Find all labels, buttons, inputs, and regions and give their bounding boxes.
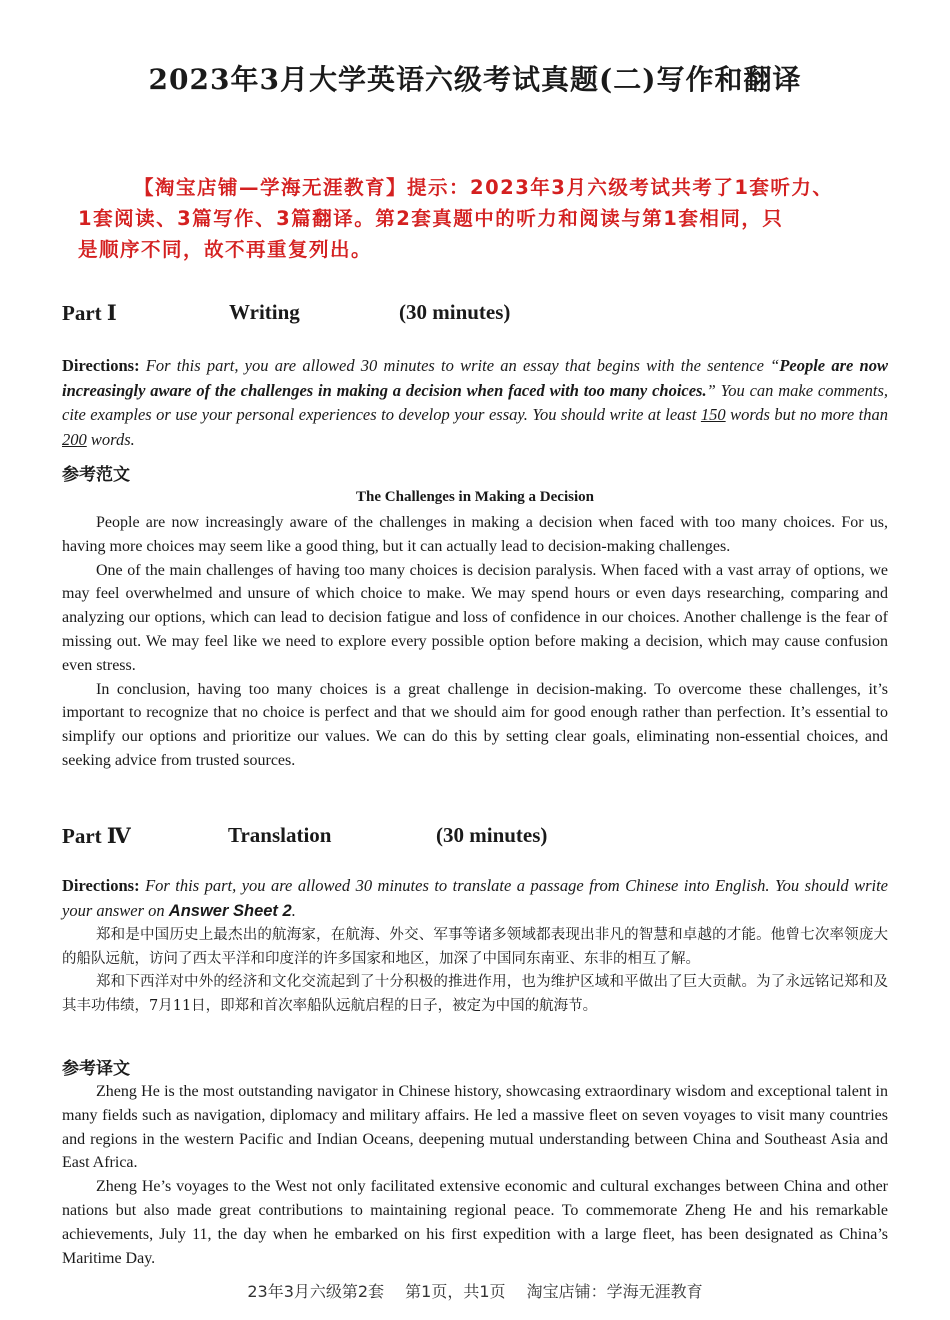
model-essay <box>62 511 888 773</box>
chinese-passage <box>62 924 888 1018</box>
essay-paragraph: People are now increasingly aware of the challenges in making a decision when faced with too many choices. For us, having more choices may seem like a good thing, but it can actually lead to decision-making challenges. <box>62 514 888 555</box>
answer-sheet: Answer Sheet 2 <box>168 901 292 920</box>
part4-label: Part Ⅳ <box>62 824 131 848</box>
prompt-sentence: People are now increasingly aware of the challenges in making a decision when faced with too many choices. <box>62 356 888 400</box>
red-notice <box>78 172 890 265</box>
footer-shop: 淘宝店铺：学海无涯教育 <box>526 1282 703 1301</box>
footer-page: 第1页，共1页 <box>405 1282 506 1301</box>
translation-paragraph: Zheng He is the most outstanding navigator in Chinese history, showcasing extraordinary wisdom and exceptional talent in many fields such as navigation, diplomacy and military affairs. He led a massive fleet on seven voyages to visit many countries and regions in the western Pacific and Indian Oceans, deepening mutual understanding between China and Southeast Asia and East Africa. <box>62 1083 888 1172</box>
notice-line-3: 是顺序不同，故不再重复列出。 <box>78 238 373 261</box>
part1-name: Writing <box>229 300 300 324</box>
page-footer <box>0 1279 950 1302</box>
essay-title: The Challenges in Making a Decision <box>356 489 594 505</box>
chinese-paragraph: 郑和下西洋对中外的经济和文化交流起到了十分积极的推进作用，也为维护区域和平做出了巨大贡献。为了永远铭记郑和及其丰功伟绩，7月11日，即郑和首次率船队远航启程的日子，被定为中国的航海节。 <box>62 974 888 1014</box>
notice-line-2: 1套阅读、3篇写作、3篇翻译。第2套真题中的听力和阅读与第1套相同，只 <box>78 207 784 230</box>
model-essay-label: 参考范文 <box>62 465 130 485</box>
part1-directions: Directions: For this part, you are allowed 30 minutes to write an essay that begins with the sentence “People are now increasingly aware of the challenges in making a decision when faced with too many choices.” You can make comments, cite examples or use your personal experiences to develop your essay. You should write at least 150 words but no more than 200 words. <box>62 356 889 449</box>
part4-name: Translation <box>228 823 332 847</box>
reference-translation <box>62 1080 888 1270</box>
max-words: 200 <box>62 429 87 449</box>
essay-paragraph: In conclusion, having too many choices is a great challenge in decision-making. To overcome these challenges, it’s important to recognize that no choice is perfect and that we should aim for good enough rather than perfection. It’s essential to simplify our options and prioritize our values. We can do this by setting clear goals, eliminating non-essential choices, and seeking advice from trusted sources. <box>62 680 888 769</box>
part1-label: Part Ⅰ <box>62 301 117 325</box>
reference-translation-label: 参考译文 <box>62 1059 130 1079</box>
notice-line-1: 【淘宝店铺—学海无涯教育】提示：2023年3月六级考试共考了1套听力、 <box>134 176 834 199</box>
footer-doc: 23年3月六级第2套 <box>247 1282 385 1301</box>
part1-time: (30 minutes) <box>399 300 511 324</box>
part4-time: (30 minutes) <box>436 823 548 847</box>
page-title: 2023年3月大学英语六级考试真题(二)写作和翻译 <box>148 63 802 96</box>
directions-label: Directions: <box>62 876 140 895</box>
essay-paragraph: One of the main challenges of having too many choices is decision paralysis. When faced with a vast array of options, we may feel overwhelmed and unsure of which choice to make. We may spend hours or even days researching, comparing and analyzing our options, which can lead to decision fatigue and loss of confidence in our choices. Another challenge is the fear of missing out. We may feel like we need to explore every possible option before making a decision, which may cause confusion even stress. <box>62 561 888 674</box>
part4-directions: Directions: For this part, you are allowed 30 minutes to translate a passage from Chinese into English. You should write your answer on Answer Sheet 2. <box>62 876 888 920</box>
min-words: 150 <box>700 405 726 424</box>
translation-paragraph: Zheng He’s voyages to the West not only facilitated extensive economic and cultural exchanges between China and other nations but also made great contributions to maintaining regional peace. To commemorate Zheng He and his remarkable achievements, July 11, the day when he embarked on his first expedition with a large fleet, has been designated as China’s Maritime Day. <box>62 1178 888 1267</box>
directions-label: Directions: <box>62 356 140 375</box>
chinese-paragraph: 郑和是中国历史上最杰出的航海家，在航海、外交、军事等诸多领域都表现出非凡的智慧和卓越的才能。他曾七次率领庞大的船队远航，访问了西太平洋和印度洋的许多国家和地区，加深了中国同东南亚、东非的相互了解。 <box>62 927 888 967</box>
